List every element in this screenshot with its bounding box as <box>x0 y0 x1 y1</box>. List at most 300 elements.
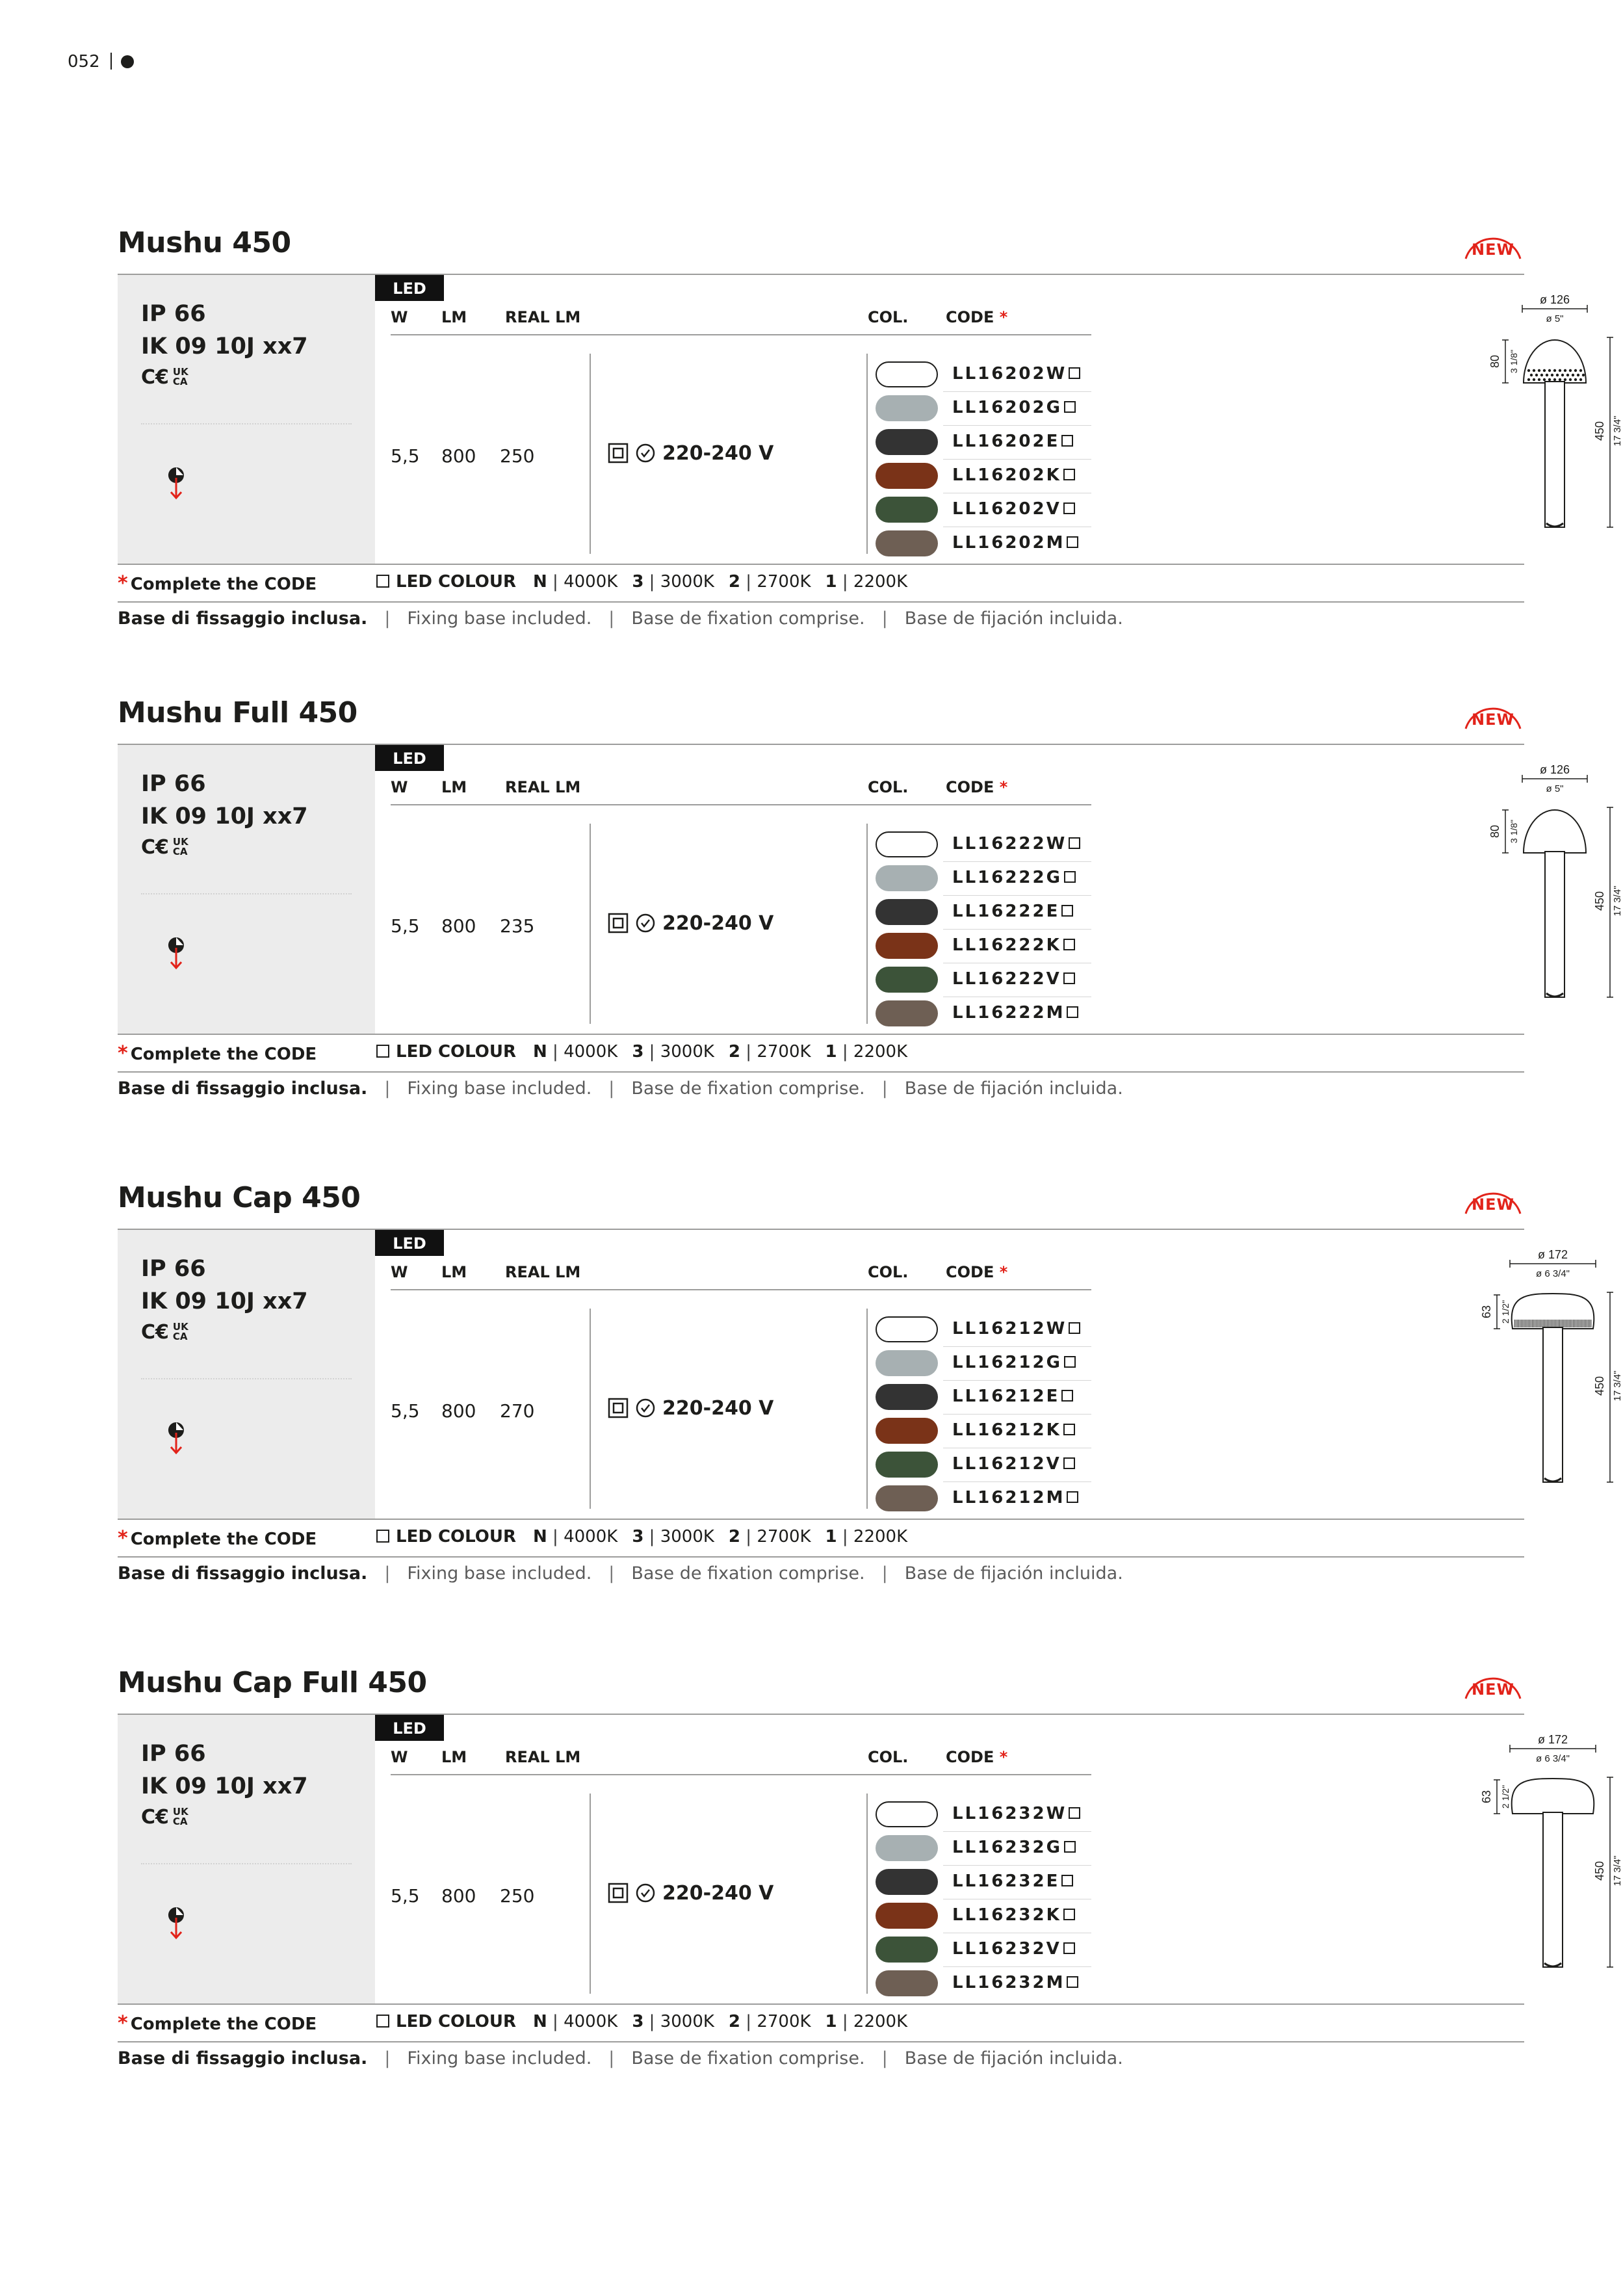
page-number-text: 052 <box>68 52 100 72</box>
product-code <box>952 1872 1073 1891</box>
led-option: 2 | 2700K <box>728 1042 811 1062</box>
product-title: Mushu Cap 450 <box>118 1181 361 1214</box>
colour-swatch-e <box>876 899 938 925</box>
head-height-mm: 63 <box>1480 1790 1493 1804</box>
placeholder-box-icon <box>1067 536 1078 548</box>
required-star-icon: * <box>999 778 1008 796</box>
col-reallm-header: REAL LM <box>505 1263 581 1281</box>
led-tag: LED <box>375 1715 444 1741</box>
note-fr: Base de fixation comprise. <box>631 608 865 629</box>
colour-swatch-v <box>876 497 938 523</box>
watt-value: 5,5 <box>391 1400 420 1422</box>
product-code <box>952 1488 1078 1507</box>
product-code-text: LL16232W <box>952 1804 1067 1823</box>
required-star-icon: * <box>118 572 128 595</box>
product-code-text: LL16212W <box>952 1319 1067 1338</box>
head-height-mm: 80 <box>1488 354 1501 369</box>
led-colour-label: LED COLOUR <box>396 2012 517 2031</box>
lumen-value: 800 <box>441 1885 476 1907</box>
double-insulation-icon <box>608 913 629 933</box>
product-code-text: LL16232V <box>952 1939 1061 1959</box>
voltage-spec <box>608 1397 773 1420</box>
voltage-value: 220-240 V <box>662 1397 774 1420</box>
voltage-spec <box>608 912 773 935</box>
ip-rating: IP 66 <box>141 771 206 797</box>
double-insulation-icon <box>608 1883 629 1903</box>
required-star-icon: * <box>118 1527 128 1550</box>
note-en: Fixing base included. <box>407 2048 592 2068</box>
ce-mark-icon: C€ <box>141 366 169 389</box>
new-label: NEW <box>1472 711 1514 729</box>
led-option: N | 4000K <box>533 2012 618 2031</box>
new-badge <box>1462 696 1524 731</box>
colour-swatch-g <box>876 865 938 891</box>
placeholder-box-icon <box>1063 1942 1075 1954</box>
product-section <box>118 696 1623 1099</box>
led-colour-options <box>376 1042 922 1062</box>
product-title: Mushu Full 450 <box>118 696 357 729</box>
product-title: Mushu Cap Full 450 <box>118 1666 427 1699</box>
product-code <box>952 1939 1075 1959</box>
divider <box>866 1794 868 1994</box>
led-option: 1 | 2200K <box>825 2012 908 2031</box>
product-code <box>952 1804 1080 1823</box>
ce-mark-icon: C€ <box>141 1321 169 1344</box>
product-code <box>952 1420 1075 1440</box>
required-star-icon: * <box>118 1042 128 1065</box>
divider <box>943 895 1091 896</box>
product-code <box>952 465 1075 485</box>
certification-marks <box>141 1806 188 1829</box>
ratings-panel <box>118 745 375 1034</box>
col-code-header: CODE * <box>946 778 1008 796</box>
divider <box>590 354 591 554</box>
led-tag: LED <box>375 275 444 301</box>
dimension-drawing <box>1350 275 1623 564</box>
placeholder-box-icon <box>1064 401 1076 413</box>
ce-mark-icon: C€ <box>141 1806 169 1829</box>
product-section <box>118 1181 1623 1584</box>
led-option: N | 4000K <box>533 1527 618 1546</box>
col-w-header: W <box>391 1748 408 1766</box>
diameter-mm: ø 172 <box>1537 1248 1568 1261</box>
placeholder-box-icon <box>1063 469 1075 480</box>
placeholder-box-icon <box>1064 1841 1076 1853</box>
diameter-in: ø 6 3/4" <box>1535 1753 1570 1764</box>
product-code-text: LL16232K <box>952 1905 1061 1925</box>
led-colour-options <box>376 572 922 592</box>
col-colour-header: COL. <box>868 1748 909 1766</box>
note-es: Base de fijación incluida. <box>904 1078 1123 1099</box>
divider <box>118 1034 1524 1035</box>
divider <box>141 423 352 424</box>
ik-rating: IK 09 10J xx7 <box>141 803 308 829</box>
divider <box>943 1346 1091 1347</box>
led-option: 3 | 3000K <box>632 2012 714 2031</box>
note-fr: Base de fixation comprise. <box>631 1078 865 1099</box>
note-en: Fixing base included. <box>407 1078 592 1099</box>
product-code <box>952 398 1076 417</box>
ratings-panel <box>118 1715 375 2003</box>
colour-swatch-w <box>876 361 938 387</box>
product-code-text: LL16212E <box>952 1387 1060 1406</box>
placeholder-box-icon <box>1069 1807 1080 1819</box>
placeholder-box-icon <box>1063 1424 1075 1435</box>
divider <box>943 1966 1091 1967</box>
product-code-text: LL16222K <box>952 935 1061 955</box>
placeholder-box-icon <box>1063 1457 1075 1469</box>
product-section <box>118 226 1623 629</box>
total-height-in: 17 3/4" <box>1612 1370 1623 1402</box>
required-star-icon: * <box>999 1748 1008 1766</box>
new-badge <box>1462 226 1524 261</box>
placeholder-box-icon <box>376 575 389 588</box>
head-height-in: 2 1/2" <box>1500 1299 1511 1324</box>
total-height-mm: 450 <box>1593 891 1606 911</box>
divider <box>866 354 868 554</box>
new-label: NEW <box>1472 241 1514 259</box>
placeholder-box-icon <box>1061 905 1073 917</box>
product-title: Mushu 450 <box>118 226 291 259</box>
ground-install-icon <box>163 463 189 502</box>
colour-swatch-w <box>876 1316 938 1342</box>
led-option: 2 | 2700K <box>728 1527 811 1546</box>
placeholder-box-icon <box>1063 939 1075 950</box>
divider <box>943 1865 1091 1866</box>
colour-swatch-m <box>876 530 938 556</box>
placeholder-box-icon <box>1061 1875 1073 1886</box>
product-code-text: LL16202V <box>952 499 1061 519</box>
led-option: 1 | 2200K <box>825 1042 908 1062</box>
diameter-in: ø 5" <box>1546 783 1564 794</box>
colour-swatch-w <box>876 831 938 857</box>
real-lumen-value: 235 <box>500 915 535 937</box>
product-code <box>952 902 1073 921</box>
lamp-drawing-svg <box>1350 745 1623 1034</box>
colour-swatch-w <box>876 1801 938 1827</box>
dimension-drawing <box>1350 1715 1623 2003</box>
colour-swatch-k <box>876 1903 938 1929</box>
ground-install-icon <box>163 1418 189 1457</box>
product-code <box>952 533 1078 553</box>
colour-swatch-g <box>876 395 938 421</box>
product-code <box>952 1003 1078 1023</box>
product-section <box>118 1666 1623 2068</box>
col-colour-header: COL. <box>868 1263 909 1281</box>
placeholder-box-icon <box>1063 502 1075 514</box>
required-star-icon: * <box>999 1263 1008 1281</box>
voltage-spec <box>608 442 773 465</box>
product-code-text: LL16222W <box>952 834 1067 854</box>
ukca-mark-icon: UK CA <box>172 836 188 857</box>
divider <box>118 1071 1524 1073</box>
placeholder-box-icon <box>1064 1356 1076 1368</box>
divider <box>943 929 1091 930</box>
required-star-icon: * <box>118 2012 128 2035</box>
ip-rating: IP 66 <box>141 1256 206 1282</box>
colour-swatch-m <box>876 1000 938 1026</box>
ratings-panel <box>118 275 375 564</box>
col-code-header: CODE * <box>946 1263 1008 1281</box>
colour-swatch-g <box>876 1835 938 1861</box>
total-height-mm: 450 <box>1593 421 1606 441</box>
col-lm-header: LM <box>441 308 467 326</box>
divider <box>118 601 1524 603</box>
complete-code-note: * Complete the CODE <box>118 1042 317 1065</box>
ukca-mark-icon: UK CA <box>172 366 188 387</box>
product-code-text: LL16222M <box>952 1003 1065 1023</box>
product-code-text: LL16202W <box>952 364 1067 384</box>
placeholder-box-icon <box>1063 972 1075 984</box>
divider <box>866 1309 868 1509</box>
ip-rating: IP 66 <box>141 1741 206 1767</box>
complete-code-note: * Complete the CODE <box>118 2012 317 2035</box>
ik-rating: IK 09 10J xx7 <box>141 1288 308 1314</box>
product-code-text: LL16212G <box>952 1353 1062 1372</box>
check-circle-icon <box>635 443 656 463</box>
product-code-text: LL16222V <box>952 969 1061 989</box>
divider <box>866 824 868 1024</box>
product-code-text: LL16202E <box>952 432 1060 451</box>
fixing-base-note: Base di fissaggio inclusa. | Fixing base included. | Base de fixation comprise. | Base de fijación incluida. <box>118 608 1123 629</box>
col-reallm-header: REAL LM <box>505 778 581 796</box>
note-en: Fixing base included. <box>407 608 592 629</box>
diameter-in: ø 6 3/4" <box>1535 1268 1570 1279</box>
lamp-drawing-svg <box>1350 275 1623 564</box>
lamp-head <box>1512 1779 1594 1814</box>
new-badge <box>1462 1666 1524 1701</box>
divider <box>943 1414 1091 1415</box>
divider <box>118 564 1524 565</box>
divider <box>943 861 1091 862</box>
product-code <box>952 364 1080 384</box>
lumen-value: 800 <box>441 915 476 937</box>
required-star-icon: * <box>999 308 1008 326</box>
led-colour-options <box>376 1527 922 1546</box>
total-height-mm: 450 <box>1593 1860 1606 1881</box>
colour-swatch-e <box>876 1869 938 1895</box>
led-colour-label: LED COLOUR <box>396 1042 517 1062</box>
colour-swatch-v <box>876 1452 938 1478</box>
divider <box>590 1794 591 1994</box>
divider <box>141 893 352 894</box>
new-label: NEW <box>1472 1195 1514 1214</box>
ground-install-icon <box>163 933 189 972</box>
placeholder-box-icon <box>1064 871 1076 883</box>
divider <box>391 804 1091 805</box>
placeholder-box-icon <box>1063 1909 1075 1920</box>
voltage-value: 220-240 V <box>662 1882 774 1905</box>
col-code-header: CODE * <box>946 1748 1008 1766</box>
fixing-base-note: Base di fissaggio inclusa. | Fixing base included. | Base de fixation comprise. | Base de fijación incluida. <box>118 2048 1123 2068</box>
note-es: Base de fijación incluida. <box>904 1563 1123 1584</box>
head-height-in: 2 1/2" <box>1500 1784 1511 1809</box>
col-lm-header: LM <box>441 1263 467 1281</box>
colour-swatch-k <box>876 1418 938 1444</box>
diameter-mm: ø 126 <box>1539 293 1570 306</box>
col-lm-header: LM <box>441 1748 467 1766</box>
placeholder-box-icon <box>1061 1390 1073 1402</box>
dimension-drawing <box>1350 1230 1623 1519</box>
product-code <box>952 1905 1075 1925</box>
note-it: Base di fissaggio inclusa. <box>118 1563 368 1584</box>
ik-rating: IK 09 10J xx7 <box>141 1773 308 1799</box>
total-height-in: 17 3/4" <box>1612 885 1623 917</box>
diameter-mm: ø 126 <box>1539 763 1570 776</box>
col-colour-header: COL. <box>868 308 909 326</box>
led-option: 1 | 2200K <box>825 1527 908 1546</box>
col-reallm-header: REAL LM <box>505 1748 581 1766</box>
note-it: Base di fissaggio inclusa. <box>118 2048 368 2068</box>
product-code-text: LL16212V <box>952 1454 1061 1474</box>
product-code <box>952 1838 1076 1857</box>
product-code <box>952 1973 1078 1992</box>
bullet-dot-icon <box>121 55 134 68</box>
col-colour-header: COL. <box>868 778 909 796</box>
divider <box>118 2041 1524 2042</box>
product-code <box>952 1319 1080 1338</box>
ip-rating: IP 66 <box>141 301 206 327</box>
lamp-stem <box>1545 852 1565 997</box>
product-code-text: LL16202M <box>952 533 1065 553</box>
led-colour-label: LED COLOUR <box>396 1527 517 1546</box>
real-lumen-value: 270 <box>500 1400 535 1422</box>
head-height-mm: 80 <box>1488 824 1501 839</box>
colour-swatch-v <box>876 967 938 993</box>
divider <box>943 1831 1091 1832</box>
lamp-stem <box>1543 1327 1563 1482</box>
divider <box>118 2003 1524 2005</box>
product-code-text: LL16232M <box>952 1973 1065 1992</box>
product-code-text: LL16232E <box>952 1872 1060 1891</box>
divider <box>590 1309 591 1509</box>
check-circle-icon <box>635 913 656 933</box>
led-tag: LED <box>375 1230 444 1256</box>
ratings-panel <box>118 1230 375 1519</box>
colour-swatch-m <box>876 1485 938 1511</box>
lamp-drawing-svg <box>1350 1230 1623 1519</box>
divider <box>118 1556 1524 1558</box>
total-height-in: 17 3/4" <box>1612 415 1623 447</box>
head-height-in: 3 1/8" <box>1509 819 1519 844</box>
product-code-text: LL16212M <box>952 1488 1065 1507</box>
product-code-text: LL16222E <box>952 902 1060 921</box>
note-it: Base di fissaggio inclusa. <box>118 608 368 629</box>
lamp-stem <box>1545 382 1565 527</box>
divider <box>943 425 1091 426</box>
divider <box>391 1774 1091 1775</box>
col-w-header: W <box>391 1263 408 1281</box>
placeholder-box-icon <box>1069 837 1080 849</box>
placeholder-box-icon <box>376 1530 389 1543</box>
divider <box>943 391 1091 392</box>
placeholder-box-icon <box>1069 1322 1080 1334</box>
divider <box>141 1863 352 1864</box>
complete-code-note: * Complete the CODE <box>118 1527 317 1550</box>
led-tag: LED <box>375 745 444 771</box>
colour-swatch-k <box>876 933 938 959</box>
product-code <box>952 1454 1075 1474</box>
product-code-text: LL16222G <box>952 868 1062 887</box>
note-es: Base de fijación incluida. <box>904 2048 1123 2068</box>
lumen-value: 800 <box>441 1400 476 1422</box>
colour-swatch-k <box>876 463 938 489</box>
lamp-head <box>1524 810 1586 853</box>
led-option: 3 | 3000K <box>632 1042 714 1062</box>
note-it: Base di fissaggio inclusa. <box>118 1078 368 1099</box>
led-option: 2 | 2700K <box>728 572 811 592</box>
product-code-text: LL16212K <box>952 1420 1061 1440</box>
divider <box>590 824 591 1024</box>
watt-value: 5,5 <box>391 915 420 937</box>
divider <box>391 1289 1091 1290</box>
product-code <box>952 499 1075 519</box>
product-code-text: LL16202K <box>952 465 1061 485</box>
certification-marks <box>141 836 188 859</box>
voltage-value: 220-240 V <box>662 912 774 935</box>
lamp-stem <box>1543 1812 1563 1967</box>
watt-value: 5,5 <box>391 1885 420 1907</box>
real-lumen-value: 250 <box>500 445 535 467</box>
fixing-base-note: Base di fissaggio inclusa. | Fixing base included. | Base de fixation comprise. | Base de fijación incluida. <box>118 1078 1123 1099</box>
certification-marks <box>141 366 188 389</box>
watt-value: 5,5 <box>391 445 420 467</box>
col-reallm-header: REAL LM <box>505 308 581 326</box>
divider <box>141 1378 352 1379</box>
product-code <box>952 432 1073 451</box>
divider <box>110 53 112 70</box>
divider <box>118 1519 1524 1520</box>
head-height-in: 3 1/8" <box>1509 349 1519 374</box>
check-circle-icon <box>635 1883 656 1903</box>
real-lumen-value: 250 <box>500 1885 535 1907</box>
note-en: Fixing base included. <box>407 1563 592 1584</box>
new-label: NEW <box>1472 1680 1514 1699</box>
product-code <box>952 834 1080 854</box>
head-height-mm: 63 <box>1480 1305 1493 1319</box>
placeholder-box-icon <box>1067 1006 1078 1018</box>
product-code <box>952 1353 1076 1372</box>
colour-swatch-v <box>876 1937 938 1963</box>
colour-swatch-e <box>876 1384 938 1410</box>
complete-code-note: * Complete the CODE <box>118 572 317 595</box>
placeholder-box-icon <box>1061 435 1073 447</box>
colour-swatch-m <box>876 1970 938 1996</box>
divider <box>943 1481 1091 1482</box>
note-es: Base de fijación incluida. <box>904 608 1123 629</box>
led-option: 2 | 2700K <box>728 2012 811 2031</box>
colour-swatch-e <box>876 429 938 455</box>
divider <box>391 334 1091 335</box>
lamp-head <box>1524 340 1586 383</box>
led-colour-label: LED COLOUR <box>396 572 517 592</box>
voltage-value: 220-240 V <box>662 442 774 465</box>
product-code-text: LL16232G <box>952 1838 1062 1857</box>
lumen-value: 800 <box>441 445 476 467</box>
placeholder-box-icon <box>376 2015 389 2028</box>
ce-mark-icon: C€ <box>141 836 169 859</box>
placeholder-box-icon <box>1069 367 1080 379</box>
product-code-text: LL16202G <box>952 398 1062 417</box>
led-option: 1 | 2200K <box>825 572 908 592</box>
divider <box>943 1380 1091 1381</box>
placeholder-box-icon <box>1067 1491 1078 1503</box>
ukca-mark-icon: UK CA <box>172 1321 188 1342</box>
product-code <box>952 935 1075 955</box>
ground-install-icon <box>163 1903 189 1942</box>
fixing-base-note: Base di fissaggio inclusa. | Fixing base included. | Base de fixation comprise. | Base de fijación incluida. <box>118 1563 1123 1584</box>
ukca-mark-icon: UK CA <box>172 1806 188 1827</box>
